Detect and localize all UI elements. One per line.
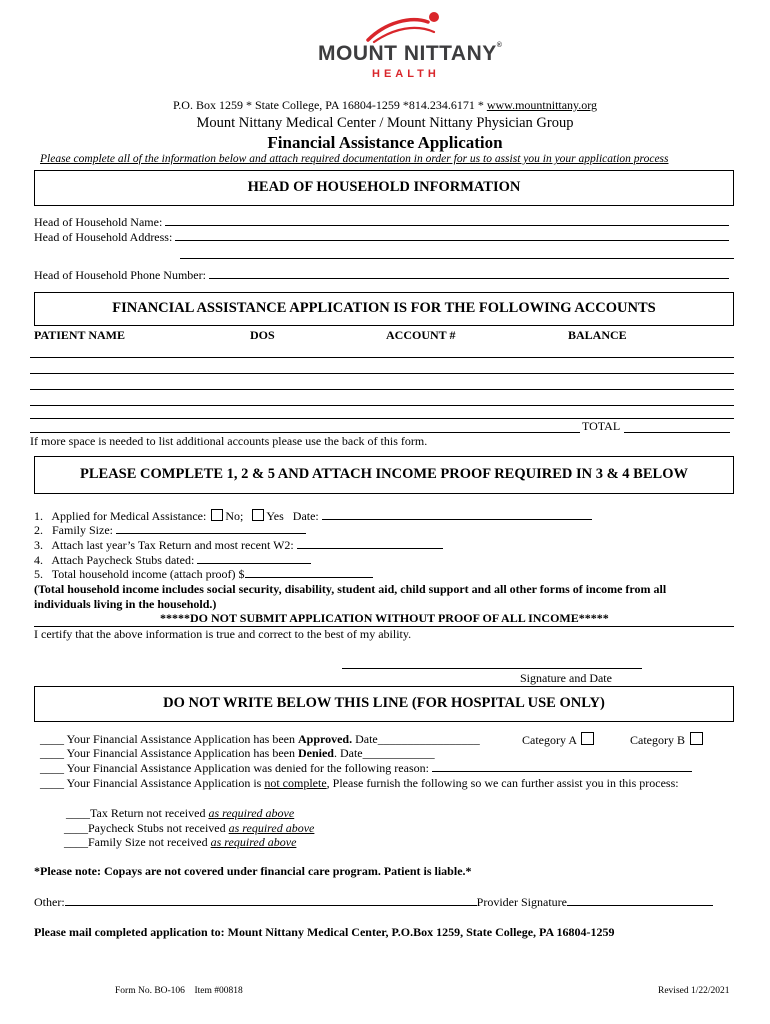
reason-label: Your Financial Assistance Application was denied for the following reason: [66,761,429,775]
account-row-line[interactable] [30,432,580,433]
hospital-use-heading-box [34,686,734,722]
other-field[interactable] [65,905,477,906]
total-label: TOTAL [582,419,621,433]
missing-item [64,835,296,850]
household-heading-box [34,170,734,206]
assistance-date-field[interactable] [322,519,592,520]
steps-heading-box [34,456,734,494]
incomplete-row [40,776,679,791]
reason-row [40,761,692,776]
step-1-row [34,509,592,524]
column-patient-name: PATIENT NAME [34,328,126,342]
mail-instruction: Please mail completed application to: Mount Nittany Medical Center, P.O.Box 1259, State College, PA 16804-1259 [34,925,615,939]
missing-item-blank[interactable]: ____ [64,821,88,835]
missing-item-label: Family Size not received [88,835,208,849]
missing-item-note: as required above [210,835,297,849]
missing-item [66,806,294,821]
household-name-row [34,215,729,230]
account-row-line[interactable] [30,405,734,406]
approved-row [40,732,480,747]
item-no: Item #00818 [194,986,243,996]
household-address-field[interactable] [175,240,729,241]
approved-date[interactable]: Date_________________ [352,732,480,746]
account-row-line[interactable] [30,389,734,390]
provider-signature-field[interactable] [567,905,713,906]
step-3-row [34,538,443,553]
instruction-text: Please complete all of the information below and attach required documentation in order for us to assist you in your application process [40,153,669,165]
incomplete-blank[interactable]: ____ [40,776,64,790]
accounts-heading: FINANCIAL ASSISTANCE APPLICATION IS FOR THE FOLLOWING ACCOUNTS [112,300,656,316]
missing-item-label: Tax Return not received [90,806,206,820]
logo-name: MOUNT NITTANY [318,42,497,65]
step-3-label: 3. Attach last year’s Tax Return and most recent W2: [34,538,294,552]
form-number [115,986,243,996]
category-b [630,732,705,748]
revised-date: Revised 1/22/2021 [658,986,730,996]
column-balance: BALANCE [568,328,627,342]
logo [316,10,503,82]
category-a-checkbox[interactable] [581,732,594,745]
household-income-field[interactable] [245,577,373,578]
incomplete-word: not complete [264,776,327,790]
missing-item-note: as required above [208,806,295,820]
column-dos: DOS [250,328,275,342]
steps-heading: PLEASE COMPLETE 1, 2 & 5 AND ATTACH INCOME PROOF REQUIRED IN 3 & 4 BELOW [80,466,688,482]
step-2-row [34,523,306,538]
category-b-label: Category B [630,733,685,747]
household-address-field-2[interactable] [180,258,734,259]
category-a-label: Category A [522,733,577,747]
step-5-label: 5. Total household income (attach proof) $ [34,567,245,581]
accounts-heading-box [34,292,734,326]
proof-warning: *****DO NOT SUBMIT APPLICATION WITHOUT PROOF OF ALL INCOME***** [160,611,609,625]
other-row [34,895,713,910]
paycheck-dates-field[interactable] [197,563,311,564]
account-row-line[interactable] [30,357,734,358]
copay-note: *Please note: Copays are not covered under financial care program. Patient is liable.* [34,864,472,878]
address-line [0,98,770,113]
org-line: Mount Nittany Medical Center / Mount Nittany Physician Group [196,115,574,131]
denied-word: Denied [297,746,334,760]
household-heading: HEAD OF HOUSEHOLD INFORMATION [247,179,521,195]
no-checkbox[interactable] [211,509,223,521]
household-phone-row [34,268,729,283]
approved-blank[interactable]: ____ [40,732,64,746]
denied-blank[interactable]: ____ [40,746,64,760]
reason-blank[interactable]: ____ [40,761,64,775]
column-account: ACCOUNT # [386,328,456,342]
page-title: Financial Assistance Application [267,133,503,152]
household-phone-label: Head of Household Phone Number: [34,268,206,282]
step-1-label: 1. Applied for Medical Assistance: [34,509,207,523]
certify-text: I certify that the above information is true and correct to the best of my ability. [34,627,412,641]
more-space-note: If more space is needed to list additional accounts please use the back of this form. [30,434,428,448]
signature-label: Signature and Date [520,671,612,685]
hospital-use-heading: DO NOT WRITE BELOW THIS LINE (FOR HOSPITAL USE ONLY) [163,695,605,711]
date-label: Date: [292,509,319,523]
category-b-checkbox[interactable] [690,732,703,745]
incomplete-prefix: Your Financial Assistance Application is [66,776,265,790]
household-address-label: Head of Household Address: [34,230,173,244]
household-phone-field[interactable] [209,278,729,279]
denied-row [40,746,435,761]
form-no: Form No. BO-106 [115,986,185,996]
step-4-row [34,553,311,568]
yes-label: Yes [266,509,284,523]
step-4-label: 4. Attach Paycheck Stubs dated: [34,553,195,567]
yes-checkbox[interactable] [252,509,264,521]
total-field[interactable] [624,432,730,433]
incomplete-suffix: , Please furnish the following so we can further assist you in this process: [326,776,679,790]
other-label: Other: [34,895,65,909]
address-text: P.O. Box 1259 * State College, PA 16804-1259 *814.234.6171 * [172,98,487,112]
account-row-line[interactable] [30,418,734,419]
tax-return-field[interactable] [297,548,443,549]
account-row-line[interactable] [30,373,734,374]
denied-date[interactable]: . Date____________ [333,746,435,760]
no-label: No; [225,509,244,523]
step-2-label: 2. Family Size: [34,523,113,537]
household-address-row [34,230,729,245]
family-size-field[interactable] [116,533,306,534]
missing-item-label: Paycheck Stubs not received [88,821,226,835]
missing-item-note: as required above [228,821,315,835]
signature-field[interactable] [342,668,642,669]
website-link[interactable]: www.mountnittany.org [486,98,598,112]
income-note-line-2: individuals living in the household.) [34,597,217,611]
logo-trademark: ® [496,42,503,49]
household-name-field[interactable] [165,225,729,226]
denied-prefix: Your Financial Assistance Application has been [66,746,298,760]
step-5-row [34,567,373,582]
approved-prefix: Your Financial Assistance Application has been [66,732,298,746]
missing-item-blank[interactable]: ____ [64,835,88,849]
category-a [522,732,596,748]
logo-subtitle: HEALTH [372,68,440,80]
missing-item [64,821,314,836]
provider-signature-label: Provider Signature [476,895,567,909]
household-name-label: Head of Household Name: [34,215,163,229]
missing-item-blank[interactable]: ____ [66,806,90,820]
reason-field[interactable] [432,771,692,772]
approved-word: Approved. [297,732,353,746]
income-note-line-1: (Total household income includes social security, disability, student aid, child support and all other forms of income from all [34,582,667,596]
